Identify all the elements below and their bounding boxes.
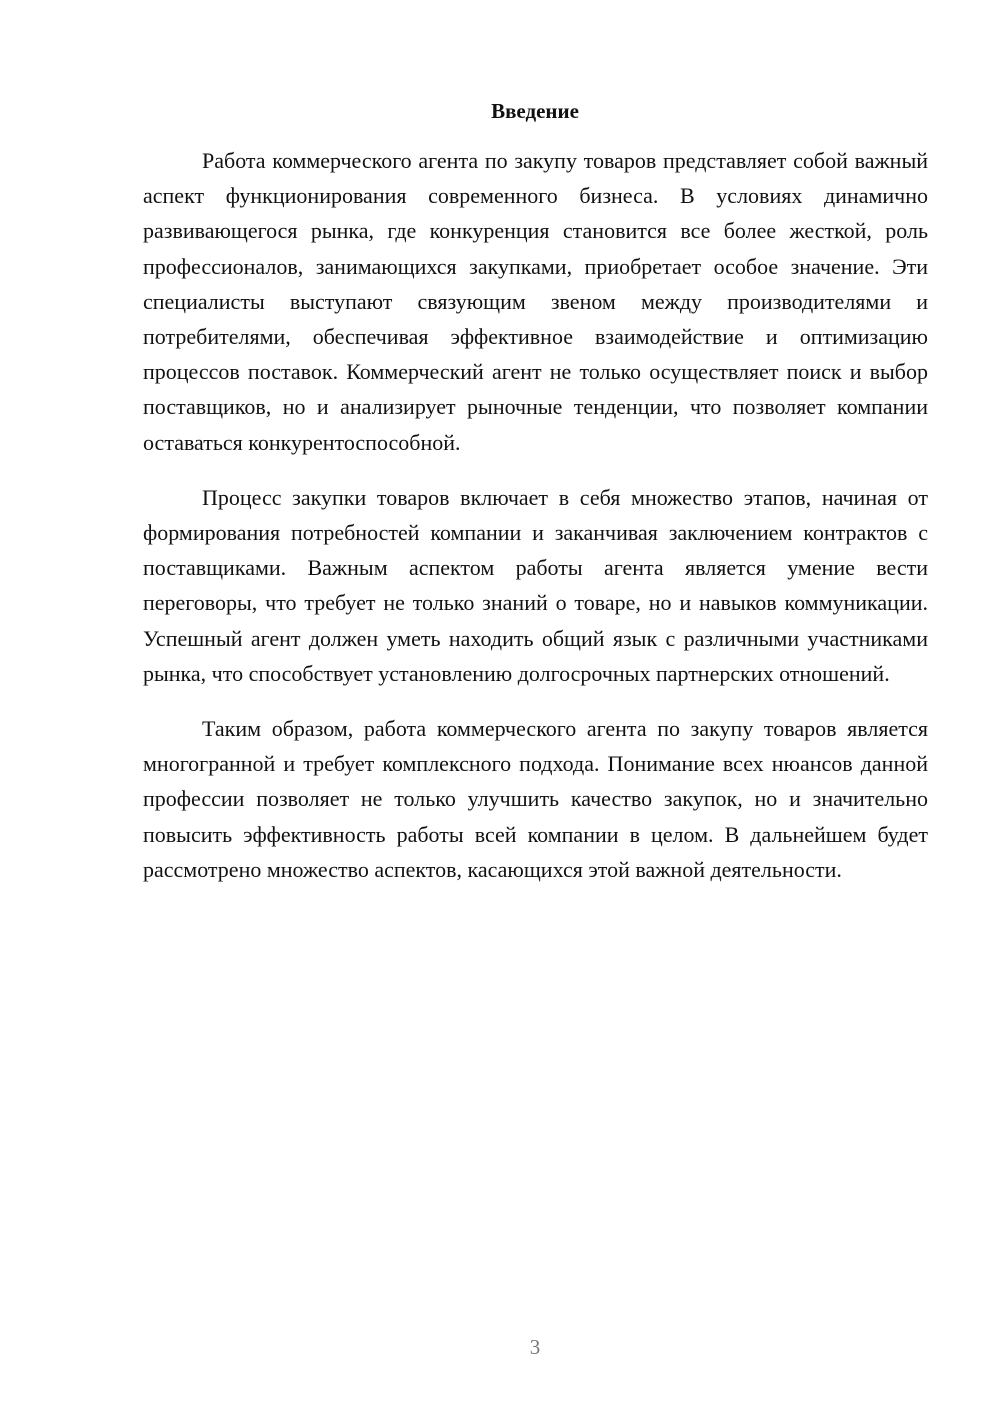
paragraph-3: Таким образом, работа коммерческого агента по закупу товаров является многогранной и требует комплексного подхода. Понимание всех нюансов данной профессии позволяет не только улучшить качество закупок, но и значительно повысить эффективность работы всей компании в целом. В дальнейшем будет рассмотрено множество аспектов, касающихся этой важной деятельности. — [143, 716, 928, 882]
paragraph-1: Работа коммерческого агента по закупу товаров представляет собой важный аспект функционирования современного бизнеса. В условиях динамично развивающегося рынка, где конкуренция становится все более жесткой, роль профессионалов, занимающихся закупками, приобретает особое значение. Эти специалисты выступают связующим звеном между производителями и потребителями, обеспечивая эффективное взаимодействие и оптимизацию процессов поставок. Коммерческий агент не только осуществляет поиск и выбор поставщиков, но и анализирует рыночные тенденции, что позволяет компании оставаться конкурентоспособной. — [143, 148, 928, 455]
document-body — [143, 143, 928, 907]
section-title: Введение — [491, 99, 579, 123]
paragraph-2: Процесс закупки товаров включает в себя множество этапов, начиная от формирования потребностей компании и заканчивая заключением контрактов с поставщиками. Важным аспектом работы агента является умение вести переговоры, что требует не только знаний о товаре, но и навыков коммуникации. Успешный агент должен уметь находить общий язык с различными участниками рынка, что способствует установлению долгосрочных партнерских отношений. — [143, 484, 928, 686]
page-number: 3 — [529, 1335, 541, 1359]
